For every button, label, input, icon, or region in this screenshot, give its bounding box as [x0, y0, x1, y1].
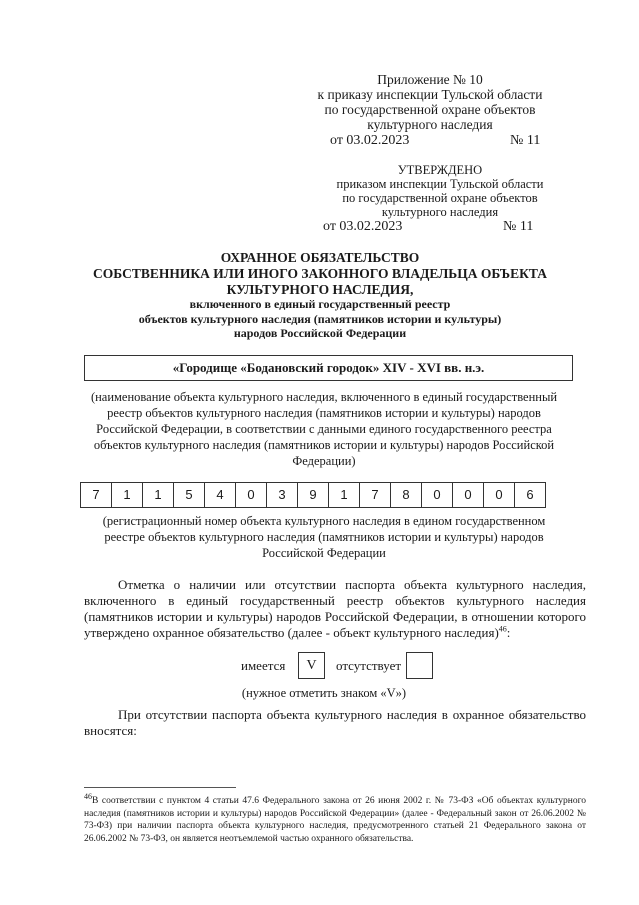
approval-block: [320, 163, 560, 219]
registration-digit: 1: [328, 482, 360, 508]
appendix-number: № 11: [510, 133, 541, 148]
registration-digit: 5: [173, 482, 205, 508]
document-subtitle: [90, 297, 550, 341]
present-label: имеется: [241, 658, 286, 673]
approval-line-3: культурного наследия: [381, 205, 499, 219]
title-line-2: СОБСТВЕННИКА ИЛИ ИНОГО ЗАКОННОГО ВЛАДЕЛЬЦА ОБЪЕКТА: [93, 266, 547, 281]
absent-label: отсутствует: [336, 658, 402, 673]
registration-digit: 0: [421, 482, 453, 508]
object-name-box: «Городище «Бодановский городок» XIV - XVI вв. н.э.: [84, 355, 573, 381]
footnote-divider: [84, 787, 236, 788]
absent-checkbox[interactable]: [406, 652, 433, 679]
registration-digit: 6: [514, 482, 546, 508]
footnote-ref: 46: [498, 624, 507, 634]
passport-paragraph-text: Отметка о наличии или отсутствии паспорта объекта культурного наследия, включенного в единый государственный реестр объектов культурного наследия (памятников истории и культуры) народов Российской Федерации, в отношении которого утверждено охранное обязательство (далее - объект культурного наследия): [84, 577, 586, 640]
appendix-line-4: культурного наследия: [367, 117, 493, 132]
passport-paragraph: Отметка о наличии или отсутствии паспорта объекта культурного наследия, включенного в единый государственный реестр объектов культурного наследия (памятников истории и культуры) народов Российской Федерации, в отношении которого утверждено охранное обязательство (далее - объект культурного наследия)$^{46}$:: [84, 577, 586, 640]
registration-caption: (регистрационный номер объекта культурного наследия в едином государственном реестре объектов культурного наследия (памятников истории и культуры) народов Российской Федерации: [102, 514, 546, 560]
registration-digit: 9: [297, 482, 329, 508]
title-line-3: КУЛЬТУРНОГО НАСЛЕДИЯ,: [226, 282, 414, 297]
appendix-date: от 03.02.2023: [330, 133, 410, 148]
absence-paragraph: При отсутствии паспорта объекта культурного наследия в охранное обязательство вносятся:: [84, 707, 586, 738]
approval-line-1: приказом инспекции Тульской области: [336, 177, 544, 191]
appendix-header: [300, 72, 560, 132]
appendix-line-2: к приказу инспекции Тульской области: [317, 87, 543, 102]
registration-digit: 7: [80, 482, 112, 508]
registration-digit: 0: [483, 482, 515, 508]
object-name-caption: (наименование объекта культурного наследия, включенного в единый государственный реестр объектов культурного наследия (памятников истории и культуры) народов Российской Федерации, в соответствии с данными единого государственного реестра объектов культурного наследия (памятников истории и культуры) народов Российской Федерации): [90, 390, 558, 468]
mark-hint: (нужное отметить знаком «V»): [241, 686, 407, 700]
registration-digit: 3: [266, 482, 298, 508]
subtitle-line-1: включенного в единый государственный реестр: [189, 297, 451, 311]
registration-digit: 1: [142, 482, 174, 508]
footnote-number: 46: [84, 791, 92, 801]
subtitle-line-2: объектов культурного наследия (памятников истории и культуры): [138, 311, 502, 326]
approval-line-2: по государственной охране объектов: [342, 191, 538, 205]
approval-number: № 11: [503, 219, 534, 234]
footnote-text: В соответствии с пунктом 4 статьи 47.6 Федерального закона от 26 июня 2002 г. № 73-ФЗ «Об объектах культурного наследия (памятников истории и культуры) народов Российской Федерации» (далее - Федеральный закон от 26.06.2002 № 73-ФЗ) при наличии паспорта объекта культурного наследия, предусмотренного статьей 21 Федерального закона от 26.06.2002 № 73-ФЗ, он является неотъемлемой частью охранного обязательства.: [84, 796, 586, 844]
registration-digit: 8: [390, 482, 422, 508]
approval-heading: УТВЕРЖДЕНО: [397, 163, 483, 177]
registration-digit: 4: [204, 482, 236, 508]
approval-date: от 03.02.2023: [323, 219, 403, 234]
appendix-line-3: по государственной охране объектов: [324, 102, 536, 117]
appendix-line-1: Приложение № 10: [377, 72, 483, 87]
present-checkbox[interactable]: V: [298, 652, 325, 679]
passport-mark-row: [0, 652, 639, 680]
title-line-1: ОХРАННОЕ ОБЯЗАТЕЛЬСТВО: [220, 250, 420, 265]
registration-digit: 0: [235, 482, 267, 508]
subtitle-line-3: народов Российской Федерации: [233, 326, 407, 340]
registration-number-grid: [80, 482, 545, 508]
footnote: [84, 791, 586, 845]
registration-digit: 7: [359, 482, 391, 508]
registration-digit: 1: [111, 482, 143, 508]
registration-digit: 0: [452, 482, 484, 508]
document-title: [60, 250, 580, 298]
